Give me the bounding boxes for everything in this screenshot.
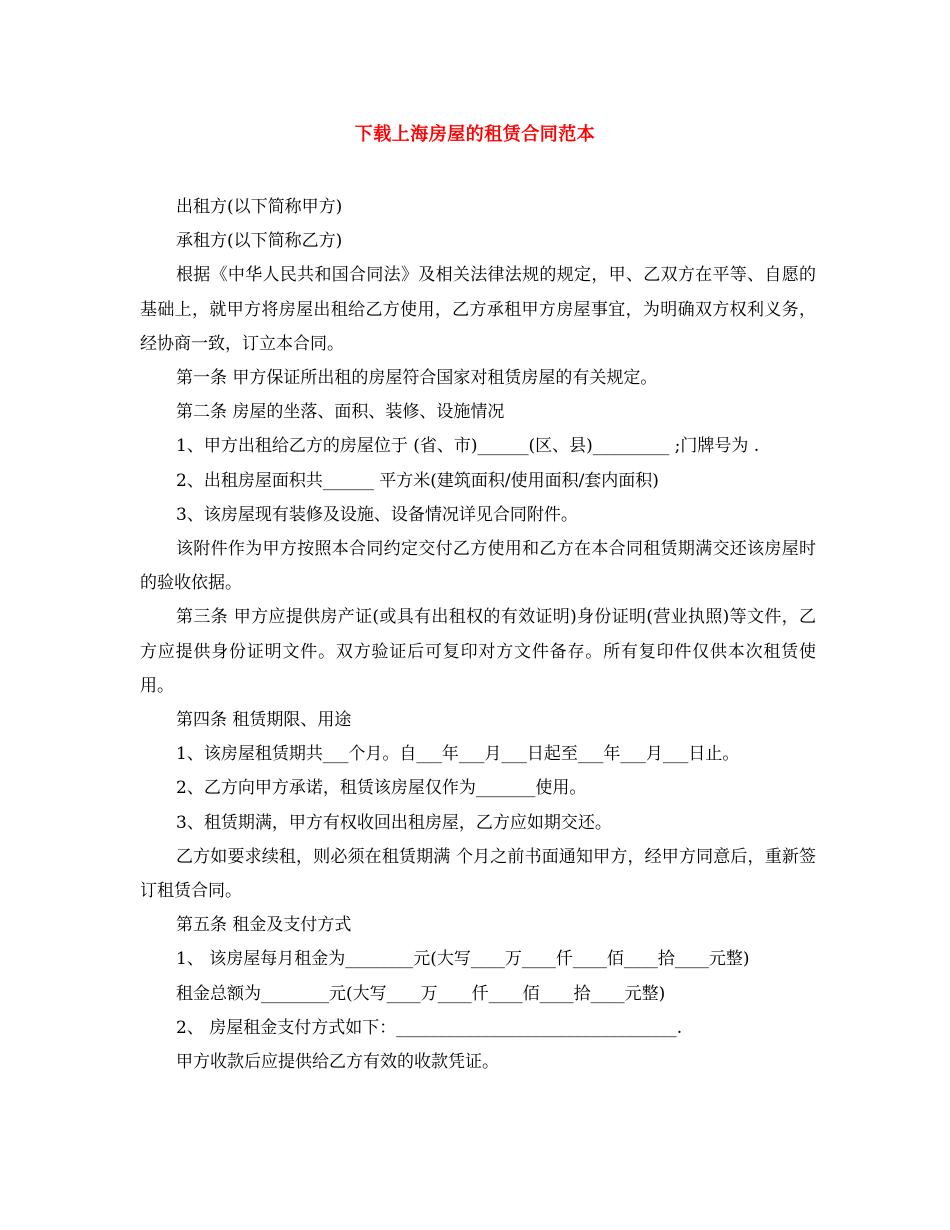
paragraph-article-4-item-3: 3、租赁期满，甲方有权收回出租房屋，乙方应如期交还。 (176, 812, 612, 833)
paragraph-article-5-item-1: 1、 该房屋每月租金为________元(大写____万____仟____佰____拾____元整) (176, 949, 750, 970)
paragraph-article-3: 第三条 甲方应提供房产证(或具有出租权的有效证明)身份证明(营业执照)等文件，乙方应提供身份证明文件。双方验证后可复印对方文件备存。所有复印件仅供本次租赁使用。 (140, 607, 816, 696)
document-title: 下载上海房屋的租赁合同范本 (354, 124, 596, 145)
paragraph-article-4-heading: 第四条 租赁期限、用途 (176, 710, 352, 731)
paragraph-receipt: 甲方收款后应提供给乙方有效的收款凭证。 (176, 1052, 499, 1073)
paragraph-renewal: 乙方如要求续租，则必须在租赁期满 个月之前书面通知甲方，经甲方同意后，重新签订租赁合同。 (140, 846, 816, 902)
paragraph-article-2-item-1: 1、甲方出租给乙方的房屋位于 (省、市)______(区、县)_________ ;门牌号为 . (176, 436, 760, 457)
paragraph-article-2-heading: 第二条 房屋的坐落、面积、装修、设施情况 (176, 402, 505, 423)
paragraph-article-2-item-2: 2、出租房屋面积共______ 平方米(建筑面积/使用面积/套内面积) (176, 470, 659, 491)
paragraph-lessor: 出租方(以下简称甲方) (176, 197, 343, 217)
paragraph-attachment-note: 该附件作为甲方按照本合同约定交付乙方使用和乙方在本合同租赁期满交还该房屋时的验收依据。 (140, 539, 816, 594)
paragraph-article-5-heading: 第五条 租金及支付方式 (176, 915, 352, 936)
paragraph-preamble: 根据《中华人民共和国合同法》及相关法律法规的规定，甲、乙双方在平等、自愿的基础上，就甲方将房屋出租给乙方使用，乙方承租甲方房屋事宜，为明确双方权利义务，经协商一致，订立本合同。 (140, 265, 816, 354)
paragraph-lessee: 承租方(以下简称乙方) (176, 231, 343, 252)
document-body (140, 190, 816, 1079)
paragraph-article-4-item-1: 1、该房屋租赁期共___个月。自___年___月___日起至___年___月___日止。 (176, 744, 740, 765)
paragraph-article-4-item-2: 2、乙方向甲方承诺，租赁该房屋仅作为_______使用。 (176, 778, 587, 799)
paragraph-article-2-item-3: 3、该房屋现有装修及设施、设备情况详见合同附件。 (176, 504, 578, 525)
paragraph-article-1: 第一条 甲方保证所出租的房屋符合国家对租赁房屋的有关规定。 (176, 368, 658, 389)
paragraph-total-rent: 租金总额为________元(大写____万____仟____佰____拾____元整) (176, 983, 666, 1004)
paragraph-article-5-item-2: 2、 房屋租金支付方式如下：_________________________________. (176, 1017, 683, 1038)
